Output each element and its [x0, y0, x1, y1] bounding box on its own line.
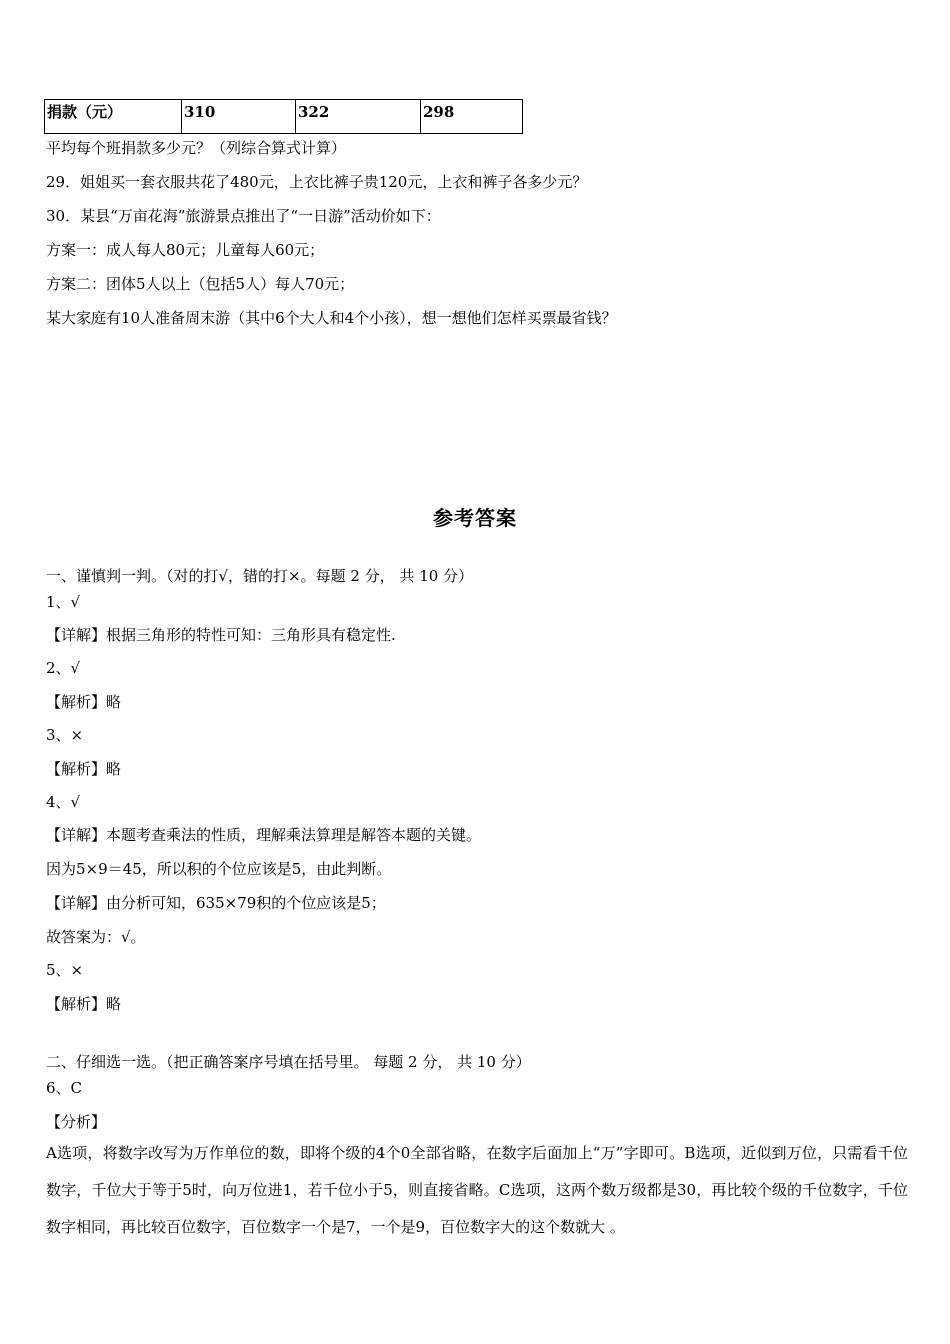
answers-title: 参考答案: [433, 506, 517, 530]
answer-4-detail-3: 【详解】由分析可知，635×79积的个位应该是5；: [46, 894, 386, 912]
answer-5: 5、×: [46, 961, 84, 979]
answer-4-detail-2: 因为5×9＝45，所以积的个位应该是5，由此判断。: [46, 860, 392, 878]
answer-6-analysis: A选项，将数字改写为万作单位的数，即将个级的4个0全部省略，在数字后面加上“万”字即可。B选项，近似到万位，只需看千位数字，千位大于等于5时，向万位进1，若千位小于5，则直接省略。C选项，这两个数万级都是30，再比较个级的千位数字，千位数字相同，再比较百位数字，百位数字一个是7，一个是9，百位数字大的这个数就大 。: [46, 1144, 908, 1236]
table-cell-3: 298: [421, 100, 523, 134]
answer-2: 2、√: [46, 659, 81, 677]
answer-3: 3、×: [46, 726, 84, 744]
question-30-plan-2: 方案二：团体5人以上（包括5人）每人70元；: [46, 275, 355, 293]
table-cell-1: 310: [182, 100, 296, 134]
answer-1-detail: 【详解】根据三角形的特性可知：三角形具有稳定性.: [46, 626, 396, 644]
answer-4-detail-1: 【详解】本题考查乘法的性质，理解乘法算理是解答本题的关键。: [46, 826, 482, 844]
answer-1: 1、√: [46, 593, 81, 611]
question-30-intro: 30．某县“万亩花海”旅游景点推出了“一日游”活动价如下：: [46, 207, 441, 225]
question-29: 29．姐姐买一套衣服共花了480元，上衣比裤子贵120元，上衣和裤子各多少元？: [46, 173, 588, 191]
answer-4-detail-4: 故答案为：√。: [46, 928, 146, 946]
table-header-cell: 捐款（元）: [45, 100, 182, 134]
answer-2-detail: 【解析】略: [46, 693, 122, 711]
answer-5-detail: 【解析】略: [46, 995, 122, 1013]
question-30-question: 某大家庭有10人准备周末游（其中6个大人和4个小孩），想一想他们怎样买票最省钱？: [46, 309, 617, 327]
answer-6: 6、C: [46, 1079, 83, 1097]
section-1-heading: 一、谨慎判一判。（对的打√，错的打×。每题 2 分， 共 10 分）: [46, 567, 474, 585]
question-28-prompt: 平均每个班捐款多少元？（列综合算式计算）: [46, 139, 347, 157]
donation-table: [44, 99, 523, 134]
section-2-heading: 二、仔细选一选。（把正确答案序号填在括号里。 每题 2 分， 共 10 分）: [46, 1053, 531, 1071]
table-cell-2: 322: [296, 100, 421, 134]
table-row: [45, 100, 523, 134]
answer-4: 4、√: [46, 793, 81, 811]
answer-6-analysis-label: 【分析】: [46, 1113, 107, 1131]
question-30-plan-1: 方案一：成人每人80元；儿童每人60元；: [46, 241, 325, 259]
answer-3-detail: 【解析】略: [46, 760, 122, 778]
